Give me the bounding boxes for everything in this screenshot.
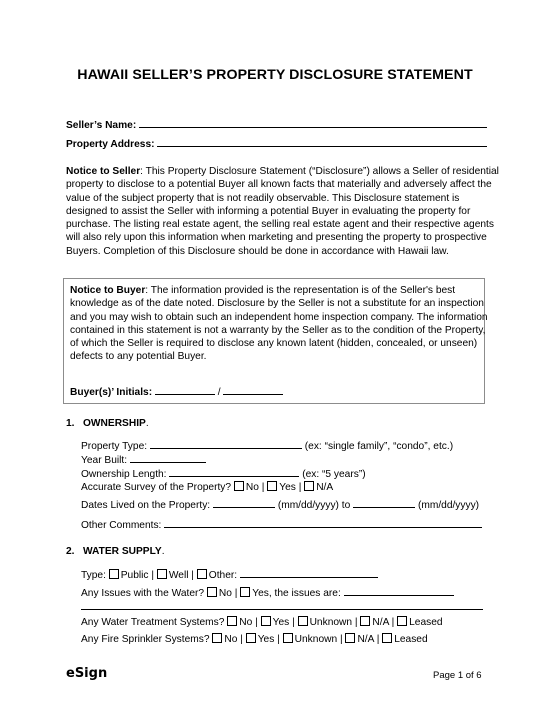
notice-seller-heading: Notice to Seller [66, 166, 141, 177]
treatment-no-checkbox[interactable] [227, 616, 237, 626]
notice-buyer-line: and you may wish to obtain such an independent home inspection company. The information [70, 311, 488, 323]
year-built-field[interactable] [130, 451, 206, 463]
notice-seller-line: property to disclose to a potential Buyer all known facts that materially and adversely affect the [66, 179, 492, 191]
option-label: Leased [409, 617, 443, 628]
section-title: WATER SUPPLY [83, 546, 162, 557]
water-issues-label: Any Issues with the Water? [81, 588, 205, 599]
survey-row [81, 481, 333, 494]
notice-seller-line: Buyers. Completion of this Disclosure should be done in accordance with Hawaii law. [66, 245, 449, 257]
buyer-initials-field-1[interactable] [155, 383, 215, 395]
section-title-suffix: . [161, 546, 165, 557]
ownership-length-label: Ownership Length: [81, 469, 167, 480]
option-label: Other: [208, 570, 238, 581]
water-type-label: Type: [81, 570, 106, 581]
notice-buyer-line: : The information provided is the representation is of the Seller's best [145, 285, 456, 296]
notice-seller-line: will also rely upon this information when marketing and presenting the property to prospective [66, 232, 487, 244]
option-label: Well | [168, 570, 194, 581]
treatment-leased-checkbox[interactable] [397, 616, 407, 626]
section-title-suffix: . [145, 418, 149, 429]
option-label: Yes | [272, 617, 295, 628]
ownership-length-hint: (ex: “5 years”) [302, 469, 366, 480]
notice-buyer-line: of which the Seller is required to disclose any known latent (hidden, concealed, or unseen) [70, 338, 478, 349]
sprinkler-na-checkbox[interactable] [345, 633, 355, 643]
ownership-length-row [81, 465, 366, 481]
buyer-initials-row [70, 383, 283, 399]
option-label: No | [224, 634, 243, 645]
option-label: No | [218, 588, 238, 599]
initials-separator: / [217, 387, 221, 398]
sprinkler-no-checkbox[interactable] [212, 633, 222, 643]
notice-seller-line: value of the subject property that is not readily observable. This Disclosure statement is [66, 192, 460, 204]
esign-logo: eSign [66, 666, 108, 681]
section-water-supply-heading [66, 545, 165, 558]
water-issues-continuation-line[interactable] [81, 597, 483, 610]
dates-from-field[interactable] [213, 496, 275, 508]
water-other-checkbox[interactable] [197, 569, 207, 579]
option-label: Unknown | [294, 634, 343, 645]
option-label: N/A | [357, 634, 380, 645]
water-other-field[interactable] [240, 566, 378, 578]
property-type-label: Property Type: [81, 441, 148, 452]
treatment-na-checkbox[interactable] [360, 616, 370, 626]
option-label: Yes | [257, 634, 280, 645]
sprinkler-yes-checkbox[interactable] [246, 633, 256, 643]
notice-buyer-heading: Notice to Buyer [70, 285, 146, 296]
section-number: 2. [66, 546, 75, 557]
dates-format-hint: (mm/dd/yyyy) [417, 500, 480, 511]
page-number: Page 1 of 6 [433, 670, 482, 681]
option-label: Yes | [279, 482, 302, 493]
other-comments-label: Other Comments: [81, 520, 162, 531]
treatment-yes-checkbox[interactable] [261, 616, 271, 626]
water-issues-yes-checkbox[interactable] [240, 587, 250, 597]
option-label: No | [245, 482, 265, 493]
survey-label: Accurate Survey of the Property? [81, 482, 232, 493]
section-title: OWNERSHIP [83, 418, 146, 429]
other-comments-row [81, 516, 482, 532]
survey-no-checkbox[interactable] [234, 481, 244, 491]
dates-format-hint: (mm/dd/yyyy) to [277, 500, 351, 511]
section-number: 1. [66, 418, 75, 429]
fire-sprinkler-label: Any Fire Sprinkler Systems? [81, 634, 210, 645]
notice-to-buyer [70, 284, 488, 364]
notice-buyer-line: defects to any potential Buyer. [70, 351, 207, 363]
seller-name-label: Seller’s Name: [66, 120, 137, 131]
section-ownership-heading [66, 417, 149, 430]
sprinkler-leased-checkbox[interactable] [382, 633, 392, 643]
notice-seller-line: designed to assist the Seller with informing a potential Buyer in evaluating the property for [66, 205, 471, 217]
option-label: Yes, the issues are: [252, 588, 341, 599]
option-label: Leased [394, 634, 428, 645]
property-type-hint: (ex: “single family”, “condo”, etc.) [304, 441, 454, 452]
notice-seller-line: purchase. The listing real estate agent, the selling real estate agent and their respective agents [66, 219, 494, 230]
water-issues-no-checkbox[interactable] [207, 587, 217, 597]
water-type-row [81, 566, 378, 582]
option-label: No | [239, 617, 258, 628]
property-address-field[interactable] [157, 135, 487, 147]
notice-buyer-line: knowledge as of the date noted. Disclosure by the Seller is not a substitute for an inspection [70, 298, 484, 310]
water-treatment-label: Any Water Treatment Systems? [81, 617, 225, 628]
sprinkler-unknown-checkbox[interactable] [283, 633, 293, 643]
water-well-checkbox[interactable] [157, 569, 167, 579]
dates-lived-label: Dates Lived on the Property: [81, 500, 211, 511]
notice-to-seller [66, 165, 499, 258]
survey-yes-checkbox[interactable] [267, 481, 277, 491]
document-title: HAWAII SELLER’S PROPERTY DISCLOSURE STATEMENT [77, 67, 473, 83]
option-label: Unknown | [309, 617, 358, 628]
option-label: N/A [316, 482, 334, 493]
survey-na-checkbox[interactable] [304, 481, 314, 491]
seller-name-row [66, 116, 487, 132]
option-label: Public | [120, 570, 154, 581]
year-built-label: Year Built: [81, 455, 128, 466]
water-treatment-row [81, 616, 443, 629]
option-label: N/A | [372, 617, 395, 628]
property-address-row [66, 135, 487, 151]
ownership-length-field[interactable] [169, 465, 299, 477]
notice-seller-line: : This Property Disclosure Statement (“Disclosure”) allows a Seller of residential [140, 166, 499, 177]
treatment-unknown-checkbox[interactable] [298, 616, 308, 626]
dates-lived-row [81, 496, 479, 512]
seller-name-field[interactable] [139, 116, 487, 128]
water-public-checkbox[interactable] [109, 569, 119, 579]
fire-sprinkler-row [81, 633, 428, 646]
water-issues-field[interactable] [344, 584, 454, 596]
dates-to-field[interactable] [353, 496, 415, 508]
property-type-field[interactable] [150, 437, 302, 449]
notice-buyer-line: contained in this statement is not a warranty by the Seller as to the condition of the Property, [70, 324, 486, 336]
buyer-initials-field-2[interactable] [223, 383, 283, 395]
property-address-label: Property Address: [66, 139, 155, 150]
buyer-initials-label: Buyer(s)’ Initials: [70, 387, 153, 398]
other-comments-field[interactable] [164, 516, 482, 528]
